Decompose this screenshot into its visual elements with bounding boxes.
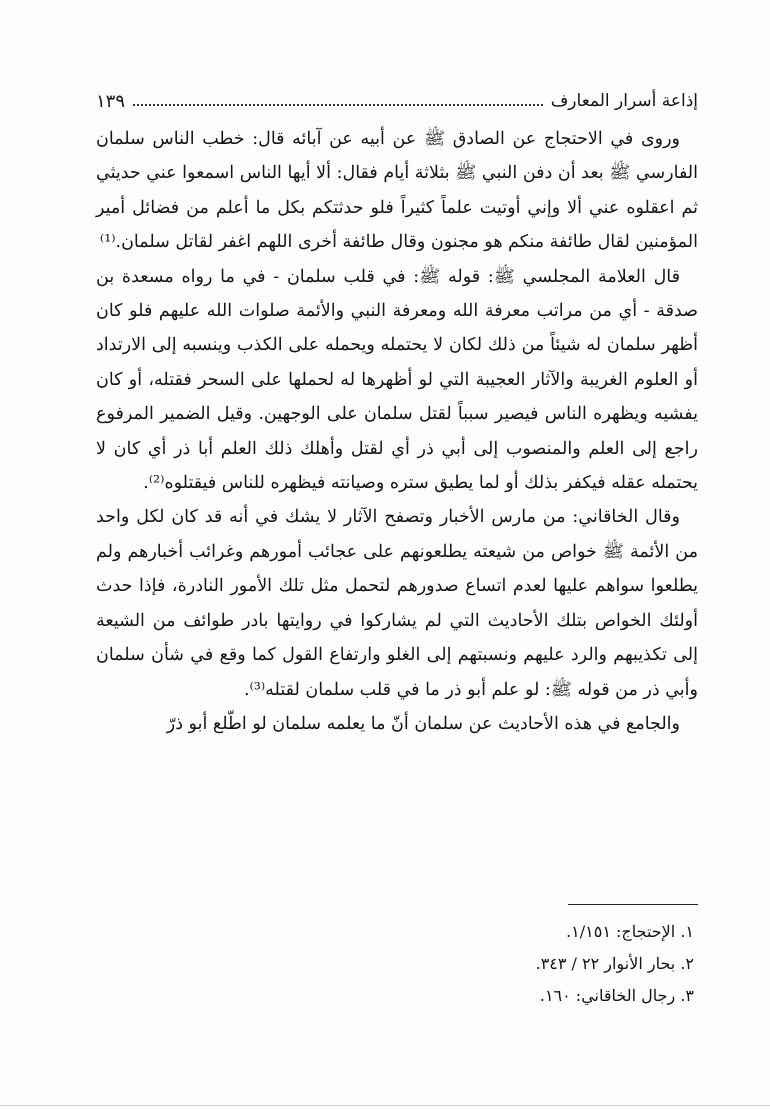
leader-dots bbox=[133, 104, 543, 106]
footnote: ٢. بحار الأنوار ٢٢ / ٣٤٣. bbox=[535, 954, 694, 973]
main-text bbox=[96, 122, 698, 741]
footnote-separator bbox=[568, 904, 698, 905]
footnotes bbox=[300, 916, 694, 1012]
paragraph: والجامع في هذه الأحاديث عن سلمان أنّ ما يعلمه سلمان لو اطّلع أبو ذرّ bbox=[166, 713, 680, 734]
scan-edge-line bbox=[0, 1105, 770, 1106]
footnote: ٣. رجال الخاقاني: ١٦٠. bbox=[539, 986, 694, 1005]
running-header bbox=[96, 86, 698, 116]
footnote: ١. الإحتجاج: ١/١٥١. bbox=[566, 922, 694, 941]
page-number: ١٣٩ bbox=[96, 90, 126, 112]
paragraph: وقال الخاقاني: من مارس الأخبار وتصفح الآثار لا يشك في أنه قد كان لكل واحد من الأئمة ﷺ خواص من شيعته يطلعونهم على عجائب أمورهم وغرائب أخبارهم ولم يطلعوا سواهم عليها لعدم اتساع صدورهم لتحمل مثل تلك الأمور النادرة، فإذا حدث أولئك الخواص بتلك الأحاديث التي لم يشاركوا في روايتها بادر طوائف من الشيعة إلى تكذيبهم والرد عليهم ونسبتهم إلى الغلو وارتفاع القول كما وقع في شأن سلمان وأبي ذر من قوله ﷺ: لو علم أبو ذر ما في قلب سلمان لقتله⁽³⁾. bbox=[96, 507, 698, 700]
book-title: إذاعة أسرار المعارف bbox=[550, 91, 698, 111]
paragraph: وروى في الاحتجاج عن الصادق ﷺ عن أبيه عن آبائه قال: خطب الناس سلمان الفارسي ﷺ بعد أن دفن النبي ﷺ بثلاثة أيام فقال: ألا أيها الناس اسمعوا عني حديثي ثم اعقلوه عني ألا وإني أوتيت علماً كثيراً فلو حدثتكم بكل ما أعلم من فضائل أمير المؤمنين لقال طائفة منكم هو مجنون وقال طائفة أخرى اللهم اغفر لقاتل سلمان.⁽¹⁾ bbox=[96, 129, 698, 253]
paragraph: قال العلامة المجلسي ﷺ: قوله ﷺ: في قلب سلمان - في ما رواه مسعدة بن صدقة - أي من مراتب معرفة الله ومعرفة النبي والأئمة صلوات الله عليهم فلو كان أظهر سلمان له شيئاً من ذلك لكان لا يحتمله ويحمله على الكذب وينسبه إلى الارتداد أو العلوم الغريبة والآثار العجيبة التي لو أظهرها له لحملها على السحر فقتله، أو كان يفشيه ويظهره الناس فيصير سبباً لقتل سلمان على الوجهين. وقيل الضمير المرفوع راجع إلى العلم والمنصوب إلى أبي ذر أي لقتل وأهلك ذلك العلم أبا ذر أي كان لا يحتمله عقله فيكفر بذلك أو لما يطيق ستره وصيانته فيظهره للناس فيقتلوه⁽²⁾. bbox=[96, 266, 698, 494]
